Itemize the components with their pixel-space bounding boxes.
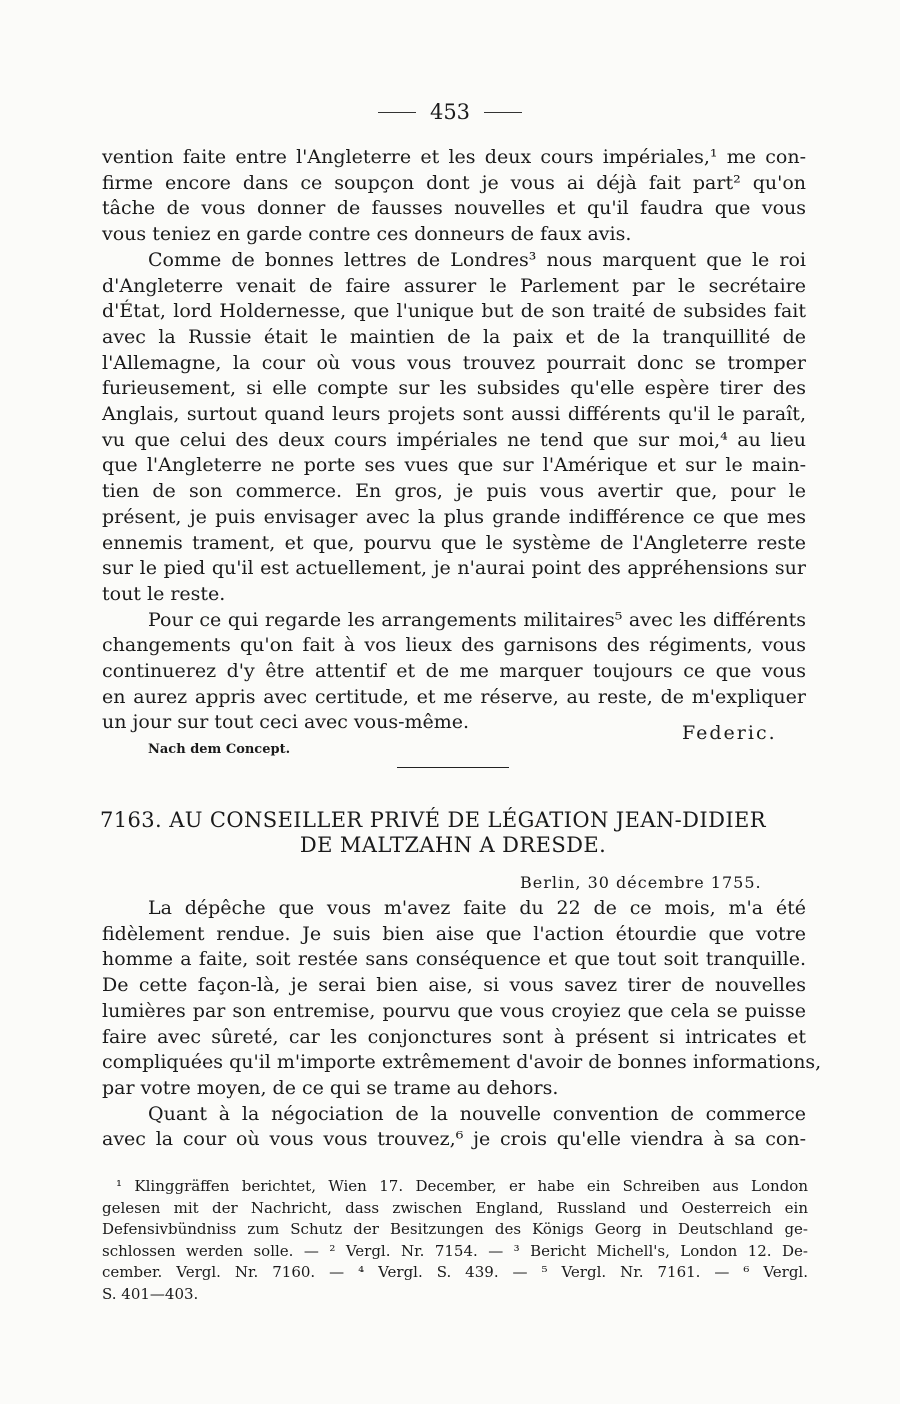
section-divider	[397, 767, 509, 768]
text-line: tien de son commerce. En gros, je puis vous avertir que, pour le	[102, 480, 806, 503]
text-line: lumières par son entremise, pourvu que vous croyiez que cela se puisse	[102, 999, 806, 1022]
footnotes	[102, 1176, 808, 1306]
text-line: De cette façon-là, je serai bien aise, si vous savez tirer de nouvelles	[102, 974, 806, 997]
text-line: d'Angleterre venait de faire assurer le Parlement par le secrétaire	[102, 274, 806, 297]
paragraph-2	[102, 248, 806, 608]
header-dash-right	[484, 112, 522, 113]
paragraph-3	[102, 608, 806, 737]
letter-heading	[100, 808, 806, 857]
text-line: changements qu'on fait à vos lieux des garnisons des régiments, vous	[102, 634, 806, 657]
text-line: La dépêche que vous m'avez faite du 22 de ce mois, m'a été	[148, 897, 806, 919]
footnote-line: S. 401—403.	[102, 1284, 199, 1303]
text-line: vu que celui des deux cours impériales ne tend que sur moi,⁴ au lieu	[102, 428, 806, 451]
page-number: 453	[429, 100, 471, 124]
text-line: un jour sur tout ceci avec vous-même.	[102, 711, 470, 734]
text-line: compliquées qu'il m'importe extrêmement d'avoir de bonnes informations,	[102, 1051, 822, 1074]
text-line: que l'Angleterre ne porte ses vues que sur l'Amérique et sur le main-	[102, 454, 806, 477]
text-line: ennemis trament, et que, pourvu que le système de l'Angleterre reste	[102, 531, 806, 554]
text-line: vention faite entre l'Angleterre et les deux cours impériales,¹ me con-	[102, 146, 806, 168]
text-line: firme encore dans ce soupçon dont je vous ai déjà fait part² qu'on	[102, 171, 806, 194]
text-line: vous teniez en garde contre ces donneurs de faux avis.	[102, 223, 632, 246]
text-line: avec la cour où vous vous trouvez,⁶ je crois qu'elle viendra à sa con-	[102, 1128, 806, 1151]
letter-body-bottom	[102, 896, 822, 1153]
text-line: Pour ce qui regarde les arrangements militaires⁵ avec les différents	[148, 608, 806, 631]
source-note: Nach dem Concept.	[148, 742, 291, 757]
text-line: l'Allemagne, la cour où vous vous trouvez pourrait donc se tromper	[102, 351, 806, 374]
signature: Federic.	[682, 722, 777, 744]
text-line: tâche de vous donner de fausses nouvelles et qu'il faudra que vous	[102, 197, 806, 220]
text-line: homme a faite, soit restée sans conséquence et que tout soit tranquille.	[102, 948, 806, 971]
text-line: sur le pied qu'il est actuellement, je n'aurai point des appréhensions sur	[102, 557, 806, 580]
text-line: furieusement, si elle compte sur les subsides qu'elle espère tirer des	[102, 377, 806, 400]
page-header	[0, 100, 900, 124]
footnote-line: cember. Vergl. Nr. 7160. — ⁴ Vergl. S. 439. — ⁵ Vergl. Nr. 7161. — ⁶ Vergl.	[102, 1263, 808, 1282]
paragraph-4	[102, 896, 822, 1102]
header-dash-left	[378, 112, 416, 113]
text-line: avec la Russie était le maintien de la paix et de la tranquillité de	[102, 325, 806, 348]
text-line: présent, je puis envisager avec la plus grande indifférence ce que mes	[102, 505, 806, 528]
letter-heading-line-1: 7163. AU CONSEILLER PRIVÉ DE LÉGATION JEAN-DIDIER	[100, 808, 766, 832]
footnote-line: schlossen werden solle. — ² Vergl. Nr. 7154. — ³ Bericht Michell's, London 12. De-	[102, 1241, 808, 1260]
footnote-line: ¹ Klinggräffen berichtet, Wien 17. December, er habe ein Schreiben aus London	[116, 1177, 808, 1195]
footnote-line: gelesen mit der Nachricht, dass zwischen England, Russland und Oesterreich ein	[102, 1198, 808, 1217]
text-line: Quant à la négociation de la nouvelle convention de commerce	[148, 1102, 806, 1125]
footnote-line: Defensivbündniss zum Schutz der Besitzungen des Königs Georg in Deutschland ge-	[102, 1220, 808, 1239]
text-line: fidèlement rendue. Je suis bien aise que l'action étourdie que votre	[102, 922, 806, 945]
paragraph-1	[102, 145, 806, 248]
text-line: en aurez appris avec certitude, et me réserve, au reste, de m'expliquer	[102, 685, 806, 708]
dateline: Berlin, 30 décembre 1755.	[520, 873, 762, 892]
text-line: continuerez d'y être attentif et de me marquer toujours ce que vous	[102, 660, 806, 683]
text-line: Comme de bonnes lettres de Londres³ nous marquent que le roi	[148, 248, 806, 271]
text-line: tout le reste.	[102, 582, 226, 605]
text-line: Anglais, surtout quand leurs projets sont aussi différents qu'il le paraît,	[102, 403, 806, 426]
text-line: par votre moyen, de ce qui se trame au dehors.	[102, 1076, 559, 1099]
letter-body-top	[102, 145, 806, 736]
letter-heading-line-2: DE MALTZAHN A DRESDE.	[299, 833, 607, 857]
text-line: d'État, lord Holdernesse, que l'unique but de son traité de subsides fait	[102, 300, 806, 323]
text-line: faire avec sûreté, car les conjonctures sont à présent si intricates et	[102, 1025, 806, 1048]
paragraph-5	[102, 1102, 806, 1153]
